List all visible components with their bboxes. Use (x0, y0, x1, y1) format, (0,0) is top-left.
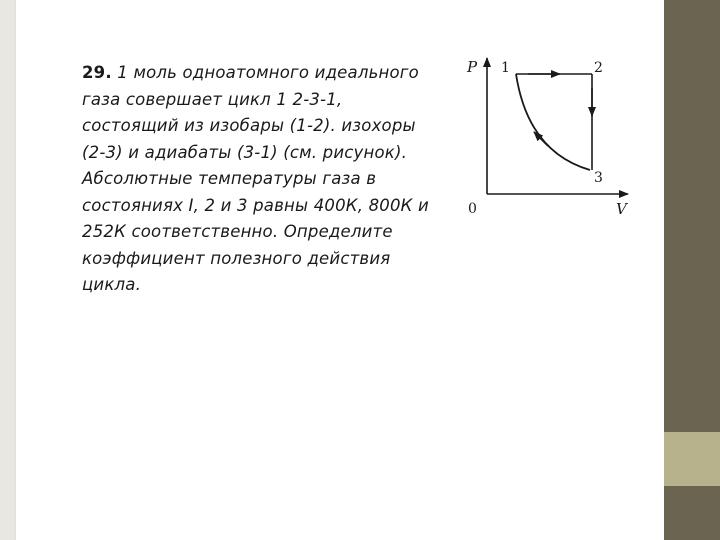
problem-number: 29. (82, 63, 112, 82)
point-1-label: 1 (501, 60, 510, 76)
axis-v-label: V (616, 200, 627, 218)
adiabat-3-1 (516, 74, 590, 170)
point-3-label: 3 (594, 170, 603, 186)
point-2-label: 2 (594, 60, 603, 76)
pv-diagram (458, 52, 634, 224)
problem-statement: 1 моль одноатомного идеального газа совершает цикл 1 2-3-1, состоящий из изобары (1-2). изохоры (2-3) и адиабаты (3-1) (см. рисунок). Абсолютные температуры газа в состояниях I, 2 и 3 равны 400К, 800К и 252К соответственно. Определите коэффициент полезного действия цикла. (82, 63, 429, 294)
sidebar-decor-accent (664, 432, 720, 486)
axis-p-label: P (467, 58, 478, 76)
sidebar-decor-top (664, 0, 720, 432)
sidebar-decor-bottom (664, 486, 720, 540)
origin-label: 0 (468, 201, 477, 217)
adiabat-arrow (534, 132, 548, 146)
pv-diagram-svg (458, 52, 634, 224)
problem-text-block (82, 60, 432, 299)
